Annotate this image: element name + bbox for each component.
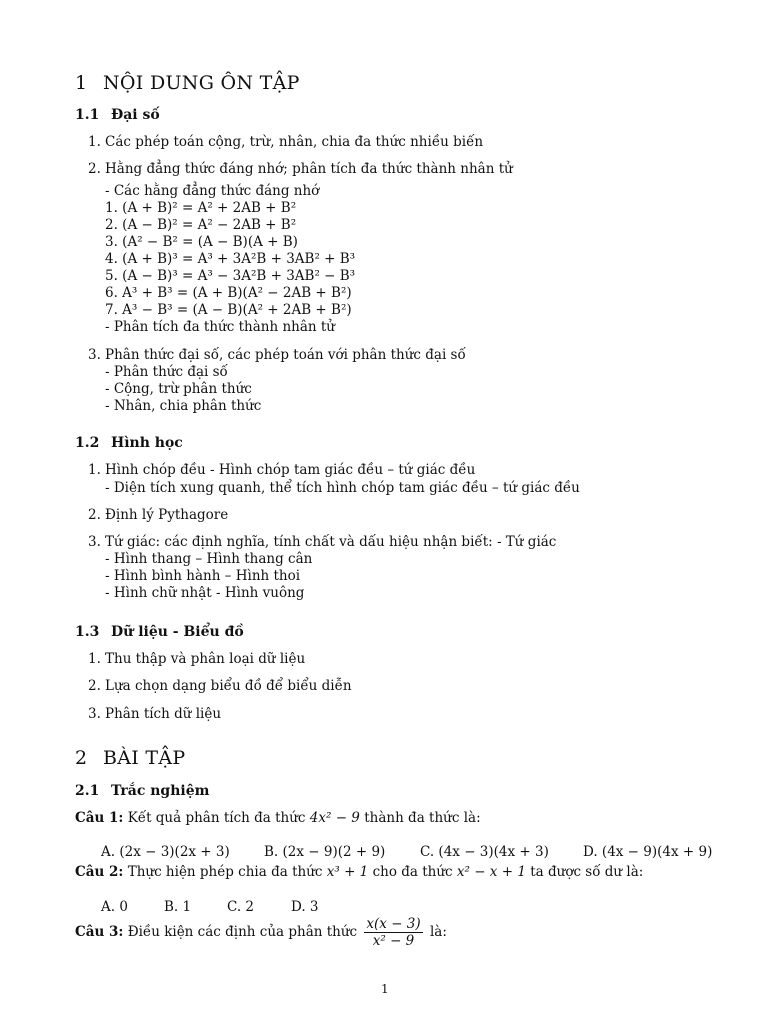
- list-number: 2.: [88, 678, 101, 694]
- question-text: Điều kiện các định của phân thức: [127, 924, 358, 940]
- list-number: 3.: [88, 347, 101, 363]
- section-heading: [75, 747, 186, 769]
- fraction-denominator: x² − 9: [372, 933, 415, 949]
- list-number: 2.: [88, 507, 101, 523]
- math-expression: 4x² − 9: [309, 810, 360, 826]
- list-item: [88, 706, 221, 723]
- list-number: 1.: [88, 462, 101, 478]
- list-item-text: Hằng đẳng thức đáng nhớ; phân tích đa thức thành nhân tử: [105, 161, 513, 177]
- option-c: C. 2: [227, 899, 255, 915]
- option-c: C. (4x − 3)(4x + 3): [420, 844, 549, 860]
- list-item: [88, 462, 475, 479]
- subsection-heading: [75, 435, 183, 451]
- fraction: [364, 916, 422, 949]
- subsection-heading: [75, 624, 244, 640]
- question-label: Câu 2:: [75, 864, 124, 880]
- list-item-text: Hình chóp đều - Hình chóp tam giác đều – tứ giác đều: [105, 462, 476, 478]
- sub-item: - Hình thang – Hình thang cân: [105, 551, 313, 567]
- option-b: B. (2x − 9)(2 + 9): [264, 844, 386, 860]
- question-2: [75, 864, 643, 881]
- list-item: [88, 347, 466, 364]
- sub-item: - Diện tích xung quanh, thể tích hình chóp tam giác đều – tứ giác đều: [105, 480, 580, 496]
- subsection-title: Dữ liệu - Biểu đồ: [111, 624, 244, 640]
- list-item-text: Thu thập và phân loại dữ liệu: [105, 651, 306, 667]
- identity-3: 3. (A² − B² = (A − B)(A + B): [105, 234, 298, 250]
- question-label: Câu 3:: [75, 924, 124, 940]
- list-item: [88, 534, 556, 551]
- question-text: là:: [429, 924, 447, 940]
- question-text: Thực hiện phép chia đa thức: [127, 864, 323, 880]
- question-text: cho đa thức: [372, 864, 453, 880]
- subsection-number: 1.3: [75, 624, 100, 640]
- list-item: [88, 678, 352, 695]
- question-1: [75, 810, 481, 827]
- question-text: Kết quả phân tích đa thức: [127, 810, 306, 826]
- list-item: [88, 651, 305, 668]
- page-number: 1: [381, 982, 389, 996]
- list-item: [88, 134, 483, 151]
- list-item-text: Tứ giác: các định nghĩa, tính chất và dấu hiệu nhận biết: - Tứ giác: [105, 534, 557, 550]
- sub-item: - Các hằng đẳng thức đáng nhớ: [105, 183, 320, 199]
- option-a: A. (2x − 3)(2x + 3): [101, 844, 230, 860]
- question-text: ta được số dư là:: [530, 864, 644, 880]
- sub-item: - Cộng, trừ phân thức: [105, 381, 252, 397]
- identity-6: 6. A³ + B³ = (A + B)(A² − 2AB + B²): [105, 285, 352, 301]
- question-label: Câu 1:: [75, 810, 124, 826]
- option-d: D. (4x − 9)(4x + 9): [583, 844, 713, 860]
- subsection-number: 2.1: [75, 783, 100, 799]
- sub-item: - Hình bình hành – Hình thoi: [105, 568, 301, 584]
- math-expression: x³ + 1: [326, 864, 369, 880]
- identity-2: 2. (A − B)² = A² − 2AB + B²: [105, 217, 297, 233]
- question-text: thành đa thức là:: [364, 810, 481, 826]
- subsection-heading: [75, 107, 160, 123]
- list-number: 2.: [88, 161, 101, 177]
- subsection-number: 1.1: [75, 107, 100, 123]
- list-item-text: Định lý Pythagore: [105, 507, 229, 523]
- sub-item: - Phân thức đại số: [105, 364, 228, 380]
- math-expression: x² − x + 1: [456, 864, 526, 880]
- fraction-numerator: x(x − 3): [366, 916, 421, 932]
- sub-item: - Nhân, chia phân thức: [105, 398, 262, 414]
- subsection-title: Trắc nghiệm: [111, 783, 210, 799]
- subsection-title: Đại số: [111, 107, 160, 123]
- identity-5: 5. (A − B)³ = A³ − 3A²B + 3AB² − B³: [105, 268, 356, 284]
- list-number: 1.: [88, 651, 101, 667]
- list-item-text: Các phép toán cộng, trừ, nhân, chia đa thức nhiều biến: [105, 134, 484, 150]
- subsection-heading: [75, 783, 209, 799]
- list-number: 3.: [88, 534, 101, 550]
- list-item: [88, 507, 228, 524]
- section-title: NỘI DUNG ÔN TẬP: [103, 72, 300, 94]
- list-number: 3.: [88, 706, 101, 722]
- identity-7: 7. A³ − B³ = (A − B)(A² + 2AB + B²): [105, 302, 352, 318]
- identity-1: 1. (A + B)² = A² + 2AB + B²: [105, 200, 297, 216]
- identity-4: 4. (A + B)³ = A³ + 3A²B + 3AB² + B³: [105, 251, 356, 267]
- subsection-number: 1.2: [75, 435, 100, 451]
- section-number: 1: [75, 72, 88, 94]
- list-item-text: Phân thức đại số, các phép toán với phân thức đại số: [105, 347, 466, 363]
- option-b: B. 1: [164, 899, 192, 915]
- section-number: 2: [75, 747, 88, 769]
- option-d: D. 3: [291, 899, 319, 915]
- option-a: A. 0: [101, 899, 128, 915]
- list-item-text: Lựa chọn dạng biểu đồ để biểu diễn: [105, 678, 352, 694]
- list-number: 1.: [88, 134, 101, 150]
- list-item: [88, 161, 513, 178]
- sub-item: - Phân tích đa thức thành nhân tử: [105, 319, 335, 335]
- question-3: [75, 916, 447, 949]
- list-item-text: Phân tích dữ liệu: [105, 706, 222, 722]
- subsection-title: Hình học: [111, 435, 183, 451]
- section-heading: [75, 72, 300, 94]
- sub-item: - Hình chữ nhật - Hình vuông: [105, 585, 305, 601]
- section-title: BÀI TẬP: [103, 747, 186, 769]
